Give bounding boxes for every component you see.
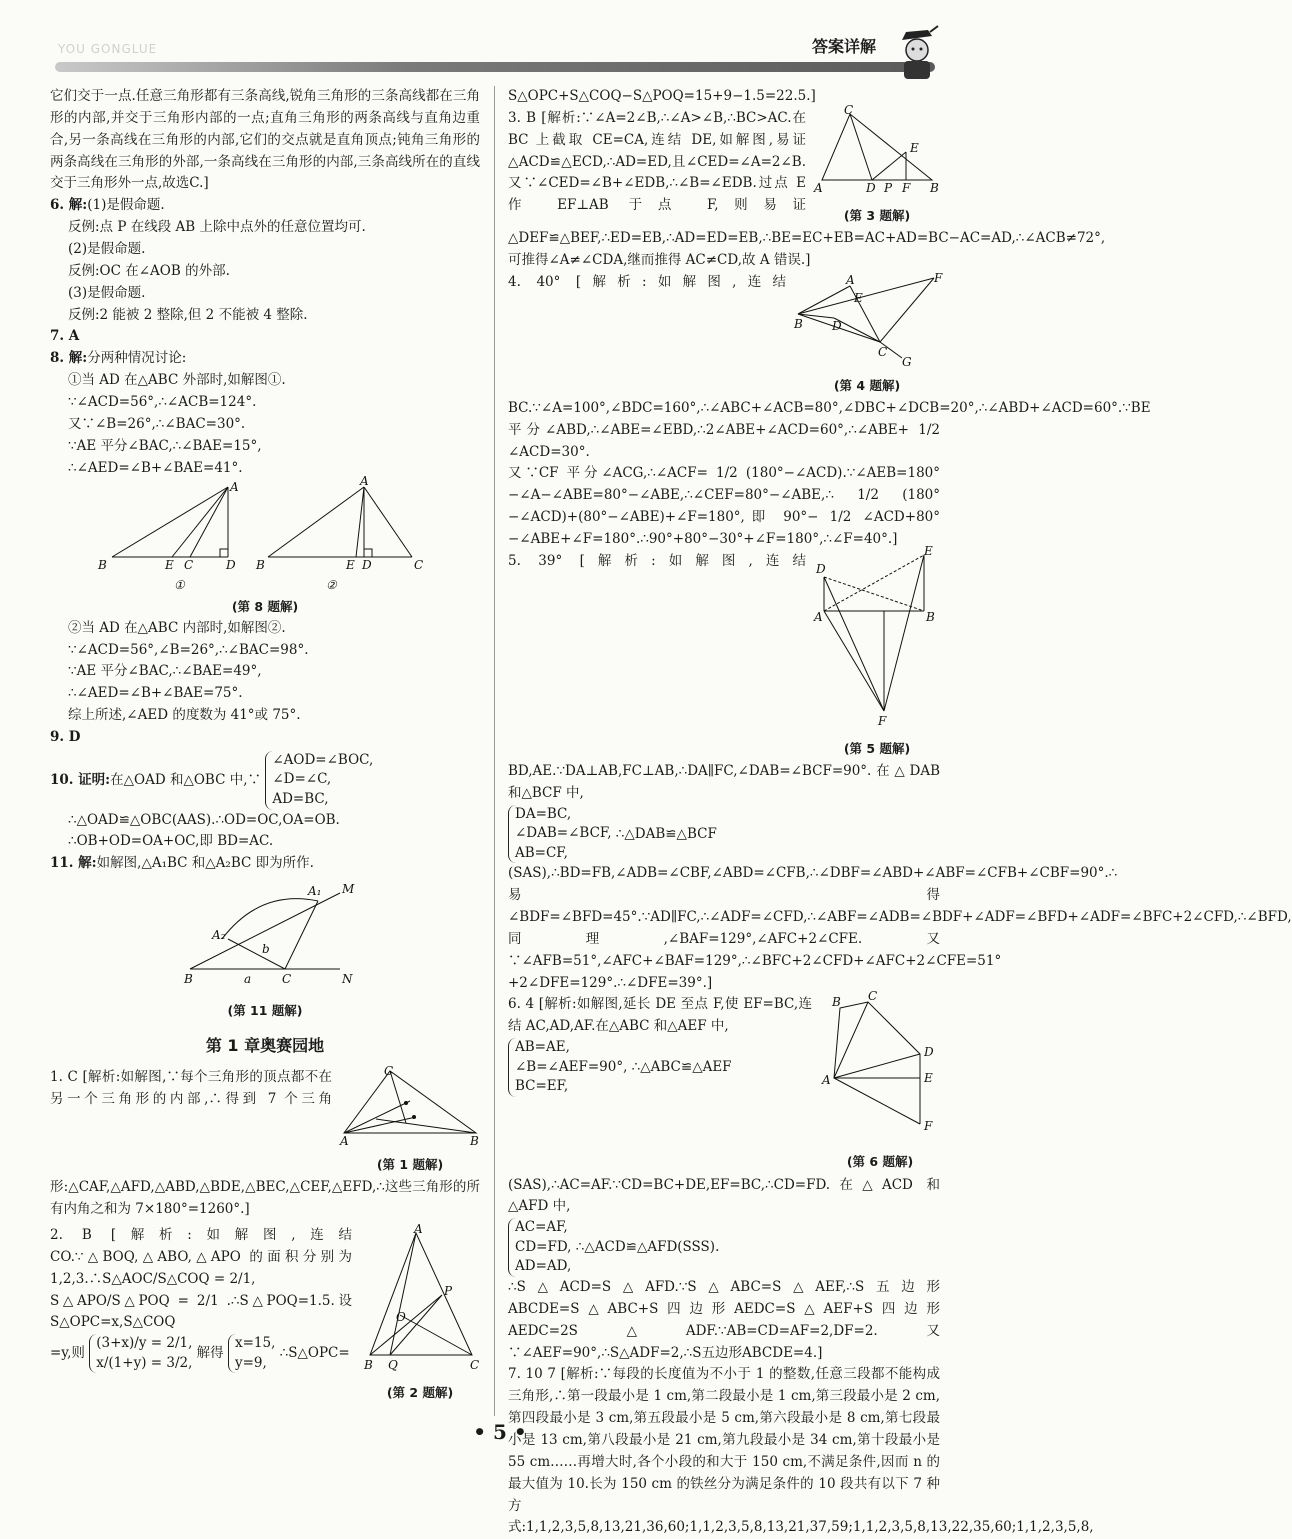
figure-11-diagram — [50, 879, 480, 989]
right-column — [508, 86, 1292, 1539]
figure-o2-caption: (第 2 题解) — [386, 1384, 454, 1400]
figure-o4 — [794, 270, 943, 396]
olympiad-2-solution — [228, 1334, 275, 1373]
svg-text:P: P — [444, 1283, 453, 1298]
figure-o1 — [340, 1064, 480, 1175]
olympiad-6-l2: (SAS),∴AC=AF.∵CD=BC+DE,EF=BC,∴CD=FD.在△ACD 和△AFD 中, — [508, 1176, 940, 1215]
figure-o1-caption: (第 1 题解) — [376, 1157, 444, 1173]
figure-o4-diagram — [794, 270, 943, 369]
svg-text:F: F — [902, 180, 911, 195]
olympiad-6 — [508, 989, 940, 1364]
answer-8-l5: ∴∠AED=∠B+∠BAE=41°. — [68, 459, 243, 476]
svg-text:a: a — [244, 972, 252, 987]
olympiad-1 — [50, 1064, 480, 1221]
left-column — [50, 86, 480, 1405]
olympiad-5-b3: AB=CF, — [515, 844, 568, 861]
olympiad-4 — [508, 270, 1151, 551]
answer-10-b2: ∠D=∠C, — [272, 771, 332, 788]
svg-text:E: E — [910, 140, 919, 155]
olympiad-5-brace — [508, 805, 611, 864]
olympiad-2 — [50, 1221, 480, 1400]
olympiad-5-b2: ∠DAB=∠BCF, — [515, 825, 612, 842]
olympiad-2-tail: ∴S△OPC= — [279, 1345, 350, 1362]
svg-text:D: D — [866, 180, 876, 195]
olympiad-2-text: 2. B [解析:如解图,连结 CO.∵△BOQ,△ABO,△APO 的面积分别为 1,2,3.∴S△AOC/S△COQ = 2/1, — [50, 1226, 352, 1287]
svg-text:C: C — [384, 1064, 394, 1079]
olympiad-4-l2: 又∵CF 平分∠ACG,∴∠ACF= 1/2 (180°−∠ACD).∵∠AEB=180°−∠A−∠ABE=80°−∠ABE,∴∠CEF=80°−∠ABE,∴ 1/2 (180°−∠ACD)+(80°−∠ABE)+∠F=180°,即 90°− 1/2 ∠ACD+80°−∠ABE+∠F=180°.∴90°+80°−30°+∠F=180°,∴∠F=40°.] — [508, 465, 940, 547]
olympiad-6-c1: AC=AF, — [515, 1219, 568, 1236]
olympiad-6-b2: ∠B=∠AEF=90°, — [515, 1058, 628, 1075]
figure-8 — [50, 474, 480, 593]
figure-o6-diagram — [820, 989, 940, 1144]
answer-8-l1: ①当 AD 在△ABC 外部时,如解图①. — [68, 372, 286, 389]
olympiad-6-b1: AB=AE, — [515, 1039, 570, 1056]
svg-text:D: D — [816, 561, 826, 576]
olympiad-6-text: 6. 4 [解析:如解图,延长 DE 至点 F,使 EF=BC,连结 AC,AD,AF.在△ABC 和△AEF 中, — [508, 996, 812, 1035]
q5-tail: 它们交于一点.任意三角形都有三条高线,锐角三角形的三条高线都在三角形的内部,并交于三角形内部的一点;直角三角形的两条高线与直角边重合,另一条高线在三角形的内部,它们的交点就是直角顶点;钝角三角形的两条高线在三角形的外部,一条高线在三角形的内部,三条高线所在的直线交于三角形外一点,故选C.] — [50, 88, 480, 192]
page-header — [0, 0, 1000, 84]
answer-6-l2: 反例:点 P 在线段 AB 上除中点外的任意位置均可. — [68, 219, 366, 236]
olympiad-2-b2: x/(1+y) = 3/2, — [96, 1354, 193, 1371]
answer-8-l4: ∵AE 平分∠BAC,∴∠BAE=15°, — [68, 437, 262, 454]
svg-text:D: D — [226, 558, 236, 573]
svg-text:B: B — [98, 558, 107, 573]
answer-10-pre: 在△OAD 和△OBC 中,∵ — [110, 771, 262, 788]
answer-10 — [50, 751, 480, 853]
olympiad-5-after: ∴△DAB≌△BCF — [615, 825, 717, 842]
svg-text:A: A — [822, 1073, 831, 1088]
answer-7: 7. A — [50, 328, 80, 345]
answer-8-l9: ∴∠AED=∠B+∠BAE=75°. — [68, 685, 243, 702]
svg-text:D: D — [832, 318, 842, 333]
svg-text:A₂: A₂ — [212, 928, 226, 943]
header-brand: YOU GONGLUE — [58, 42, 158, 56]
figure-11-caption: (第 11 题解) — [227, 1003, 303, 1018]
answer-10-l2: ∴OB+OD=OA+OC,即 BD=AC. — [68, 833, 274, 850]
olympiad-2-s1: x=15, — [234, 1335, 276, 1352]
section-title: 第 1 章奥赛园地 — [205, 1036, 325, 1056]
figure-o6 — [820, 989, 940, 1172]
figure-8-caption: (第 8 题解) — [231, 599, 299, 615]
answer-8-l7: ∵∠ACD=56°,∠B=26°,∴∠BAC=98°. — [68, 641, 309, 658]
olympiad-6-brace-2 — [508, 1218, 571, 1277]
svg-text:B: B — [470, 1134, 479, 1149]
figure-o6-caption: (第 6 题解) — [846, 1154, 914, 1170]
figure-8-label-1: ① — [174, 578, 185, 593]
olympiad-3-text: 3. B [解析:∵∠A=2∠B,∴∠A>∠B,∴BC>AC.在 BC 上截取 CE=CA,连结 DE,如解图,易证△ACD≌△ECD,∴AD=ED,且∠CED=∠A=2∠B.又∵∠CED=∠B+∠EDB,∴∠B=∠EDB.过点 E 作 EF⊥AB 于点 F,则易证△DEF≌△BEF,∴ED=EB,∴AD=ED=EB,∴BE=EC+EB=AC+AD=BC−AC=AD,∴∠ACB≠72°,可推得∠A≠∠CDA,继而推得 AC≠CD,故 A 错误.] — [508, 109, 1106, 268]
svg-text:B: B — [184, 972, 193, 987]
svg-text:E: E — [346, 558, 355, 573]
olympiad-2-l3: =y,则 — [50, 1345, 85, 1362]
olympiad-6-after: ∴△ABC≌△AEF — [631, 1059, 732, 1076]
olympiad-6-brace-1 — [508, 1038, 627, 1097]
svg-text:A: A — [814, 180, 823, 195]
figure-o5-caption: (第 5 题解) — [843, 740, 911, 756]
answer-6-l4: 反例:OC 在∠AOB 的外部. — [68, 262, 230, 279]
header-title: 答案详解 — [812, 37, 877, 56]
svg-text:P: P — [884, 180, 893, 195]
svg-text:C: C — [282, 972, 292, 987]
answer-6-l6: 反例:2 能被 2 整除,但 2 不能被 4 整除. — [68, 306, 308, 323]
svg-text:F: F — [924, 1119, 933, 1134]
svg-text:A: A — [340, 1134, 349, 1149]
answer-8-l6: ②当 AD 在△ABC 内部时,如解图②. — [68, 619, 286, 636]
olympiad-6-b3: BC=EF, — [515, 1078, 569, 1095]
figure-o2 — [360, 1221, 480, 1403]
svg-text:M: M — [342, 882, 355, 897]
answer-8-head: 8. 解: — [50, 350, 88, 367]
answer-8-l8: ∵AE 平分∠BAC,∴∠BAE=49°, — [68, 663, 262, 680]
answer-10-brace — [265, 751, 373, 810]
svg-text:A₁: A₁ — [308, 884, 322, 899]
olympiad-5-b1: DA=BC, — [515, 805, 572, 822]
olympiad-7-text: 7. 10 7 [解析:∵每段的长度值为不小于 1 的整数,任意三段都不能构成三角形,∴第一段最小是 1 cm,第二段最小是 1 cm,第三段最小是 2 cm,第四段最小是 3 cm,第五段最小是 5 cm,第六段最小是 8 cm,第七段最小是 13 cm,第八段最小是 21 cm,第九段最小是 34 cm,第十段最小是 55 cm……再增大时,各个小段的和大于 150 cm,不满足条件,因而 n 的最大值为 10.长为 150 cm 的铁丝分为满足条件的 10 段共有以下 7 种方式:1,1,2,3,5,8,13,21,36,60;1,1,2,3,5,8,13,21,37,59;1,1,2,3,5,8,13,22,35,60;1,1,2,3,5,8, — [508, 1366, 1094, 1536]
answer-9: 9. D — [50, 729, 81, 746]
answer-6-head: 6. 解: — [50, 197, 88, 214]
svg-text:A: A — [230, 480, 239, 495]
answer-6-l5: (3)是假命题. — [68, 284, 146, 301]
svg-text:D: D — [924, 1045, 934, 1060]
figure-o3 — [814, 102, 940, 226]
figure-o2-diagram — [360, 1221, 480, 1375]
answer-8-l10: 综上所述,∠AED 的度数为 41°或 75°. — [68, 707, 301, 724]
figure-o3-caption: (第 3 题解) — [843, 207, 911, 223]
answer-11-l1: 如解图,△A₁BC 和△A₂BC 即为所作. — [96, 855, 314, 872]
answer-10-head: 10. 证明: — [50, 771, 111, 788]
figure-o4-caption: (第 4 题解) — [833, 377, 901, 393]
svg-text:D: D — [362, 558, 372, 573]
olympiad-6-c2: CD=FD, — [515, 1238, 572, 1255]
olympiad-2-s2: y=9, — [234, 1354, 267, 1371]
figure-o5-diagram — [814, 543, 940, 731]
svg-text:C: C — [868, 989, 878, 1004]
svg-text:b: b — [262, 942, 270, 957]
figure-11 — [50, 879, 480, 997]
answer-10-b3: AD=BC, — [272, 791, 329, 807]
mascot-icon — [892, 26, 942, 82]
figure-o3-diagram — [814, 102, 940, 198]
svg-text:N: N — [342, 972, 353, 987]
olympiad-6-c3: AD=AD, — [515, 1258, 572, 1275]
svg-text:O: O — [396, 1309, 406, 1324]
svg-text:Q: Q — [388, 1357, 398, 1372]
svg-text:C: C — [470, 1357, 480, 1372]
svg-text:B: B — [256, 558, 265, 573]
olympiad-3 — [508, 102, 1106, 272]
olympiad-5 — [508, 543, 1292, 995]
svg-text:B: B — [832, 995, 841, 1010]
svg-text:B: B — [930, 180, 939, 195]
svg-text:A: A — [414, 1221, 423, 1236]
olympiad-5-text: 5. 39° [解析:如解图,连结 BD,AE.∵DA⊥AB,FC⊥AB,∴DA∥FC,∠DAB=∠BCF=90°.在△DAB 和△BCF 中, — [508, 552, 940, 801]
olympiad-1-text: 1. C [解析:如解图,∵每个三角形的顶点都不在另一个三角形的内部,∴得到 7 个三角形:△CAF,△AFD,△ABD,△BDE,△BEC,△CEF,△EFD,∴这些三角形的所有内角之和为 7×180°=1260°.] — [50, 1069, 480, 1218]
figure-o5 — [814, 543, 940, 759]
answer-6-l1: (1)是假命题. — [87, 197, 165, 214]
olympiad-2-solve: 解得 — [196, 1345, 224, 1362]
figure-8-diagram — [50, 474, 480, 593]
svg-text:C: C — [414, 558, 424, 573]
answer-11-head: 11. 解: — [50, 855, 97, 872]
svg-text:E: E — [924, 1071, 933, 1086]
svg-text:C: C — [184, 558, 194, 573]
svg-text:E: E — [924, 543, 933, 558]
olympiad-6-l3: ∴S△ACD=S△AFD.∵S△ABC=S△AEF,∴S五边形ABCDE=S△ABC+S四边形AEDC=S△AEF+S四边形AEDC=2S△ADF.∵AB=CD=AF=2,DF=2.又∵∠AEF=90°,∴S△ADF=2,∴S五边形ABCDE=4.] — [508, 1279, 940, 1361]
svg-text:A: A — [814, 609, 823, 624]
svg-text:C: C — [844, 102, 854, 117]
answer-8-l0: 分两种情况讨论: — [87, 350, 187, 367]
olympiad-6-after2: ∴△ACD≌△AFD(SSS). — [575, 1239, 720, 1256]
answer-8 — [50, 348, 480, 727]
svg-text:C: C — [878, 344, 888, 359]
svg-text:F: F — [878, 713, 887, 728]
svg-text:E: E — [165, 558, 174, 573]
answer-8-l3: 又∵∠B=26°,∴∠BAC=30°. — [68, 415, 246, 432]
svg-text:G: G — [902, 354, 912, 369]
answer-8-l2: ∵∠ACD=56°,∴∠ACB=124°. — [68, 394, 257, 411]
svg-text:F: F — [934, 270, 943, 285]
olympiad-2-l2: S△APO/S△POQ = 2/1 .∴S△POQ=1.5.设 S△OPC=x,S△COQ — [50, 1292, 352, 1331]
olympiad-2-b1: (3+x)/y = 2/1, — [96, 1335, 193, 1352]
olympiad-4-text: 4. 40° [解析:如解图,连结 BC.∵∠A=100°,∠BDC=160°,∴∠ABC+∠ACB=80°,∠DBC+∠DCB=20°,∴∠ABD+∠ACD=60°.∵BE 平分∠ABD,∴∠ABE=∠EBD,∴2∠ABE+∠ACD=60°,∴∠ABE+ 1/2 ∠ACD=30°. — [508, 273, 1151, 460]
answer-10-l1: ∴△OAD≌△OBC(AAS).∴OD=OC,OA=OB. — [68, 811, 340, 828]
olympiad-2-brace — [89, 1334, 192, 1373]
svg-text:B: B — [794, 316, 803, 331]
header-bar — [55, 62, 935, 72]
olympiad-5-l2: (SAS),∴BD=FB,∠ADB=∠CBF,∠ABD=∠CFB,∴∠DBF=∠ABD+∠ABF=∠CFB+∠CBF=90°.∴易得∠BDF=∠BFD=45°.∵AD∥FC,∴∠ADF=∠CFD,∴∠ABF=∠ADB=∠BDF+∠ADF=∠BFD+∠ADF=∠BFC+2∠CFD,∴∠BFD,同理,∠BAF=129°,∠AFC+2∠CFE.又∵∠AFB=51°,∠AFC+∠BAF=129°,∴∠BFC+2∠CFD+∠AFC+2∠CFE=51°+2∠DFE=129°.∴∠DFE=39°.] — [508, 865, 1292, 991]
svg-text:A: A — [846, 272, 855, 287]
answer-10-b1: ∠AOD=∠BOC, — [272, 751, 374, 768]
svg-text:B: B — [926, 609, 935, 624]
svg-text:E: E — [854, 290, 863, 305]
column-divider — [494, 86, 495, 1416]
figure-o1-diagram — [340, 1064, 480, 1149]
page-number: • 5 • — [473, 1420, 527, 1444]
svg-text:A: A — [360, 474, 369, 489]
answer-6-l3: (2)是假命题. — [68, 241, 146, 258]
figure-8-label-2: ② — [326, 578, 337, 593]
olympiad-2-end: S△OPC+S△COQ−S△POQ=15+9−1.5=22.5.] — [508, 88, 816, 104]
svg-text:B: B — [364, 1357, 373, 1372]
answer-6 — [50, 195, 480, 326]
answer-11 — [50, 853, 480, 1021]
